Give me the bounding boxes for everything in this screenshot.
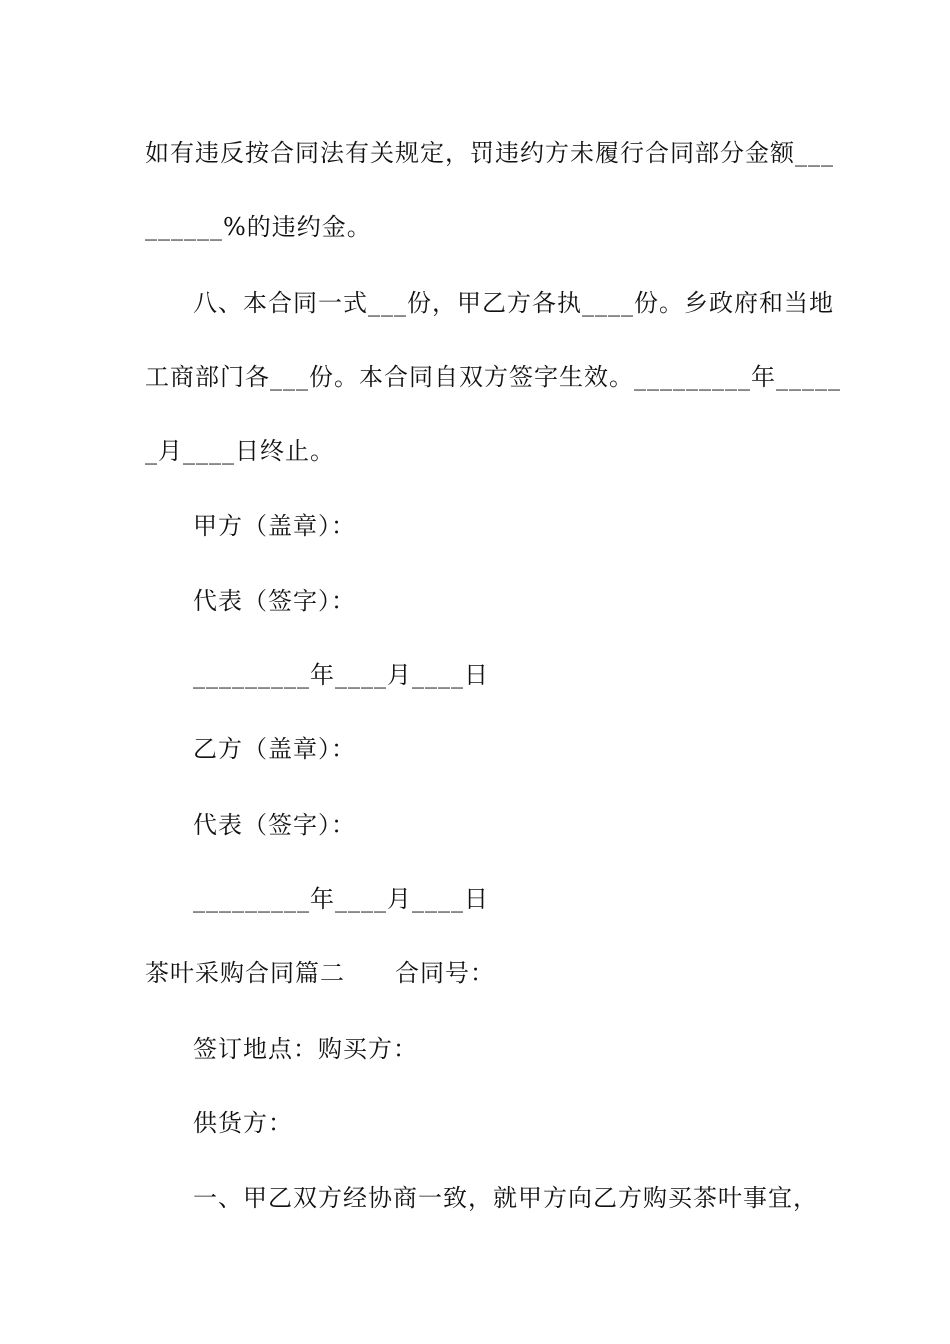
- section-heading: 茶叶采购合同篇二 合同号：: [145, 959, 495, 987]
- clause-eight-line-3: _月____日终止。: [145, 437, 335, 465]
- party-b-representative: 代表（签字）：: [193, 811, 356, 839]
- party-a-representative: 代表（签字）：: [193, 587, 356, 615]
- clause-penalty-line-2: ______%的违约金。: [145, 213, 372, 241]
- party-a-date: _________年____月____日: [193, 661, 489, 689]
- clause-eight-line-2: 工商部门各___份。本合同自双方签字生效。_________年_____: [145, 363, 841, 391]
- party-a-seal-label: 甲方（盖章）：: [193, 512, 356, 540]
- supplier-line: 供货方：: [193, 1109, 293, 1137]
- clause-penalty-line-1: 如有违反按合同法有关规定，罚违约方未履行合同部分金额___: [145, 139, 834, 167]
- party-b-date: _________年____月____日: [193, 885, 489, 913]
- clause-eight-line-1: 八、本合同一式___份，甲乙方各执____份。乡政府和当地: [193, 289, 834, 317]
- signing-location-line: 签订地点：购买方：: [193, 1035, 418, 1063]
- clause-one-line-1: 一、甲乙双方经协商一致，就甲方向乙方购买茶叶事宜，: [193, 1184, 818, 1212]
- party-b-seal-label: 乙方（盖章）：: [193, 735, 356, 763]
